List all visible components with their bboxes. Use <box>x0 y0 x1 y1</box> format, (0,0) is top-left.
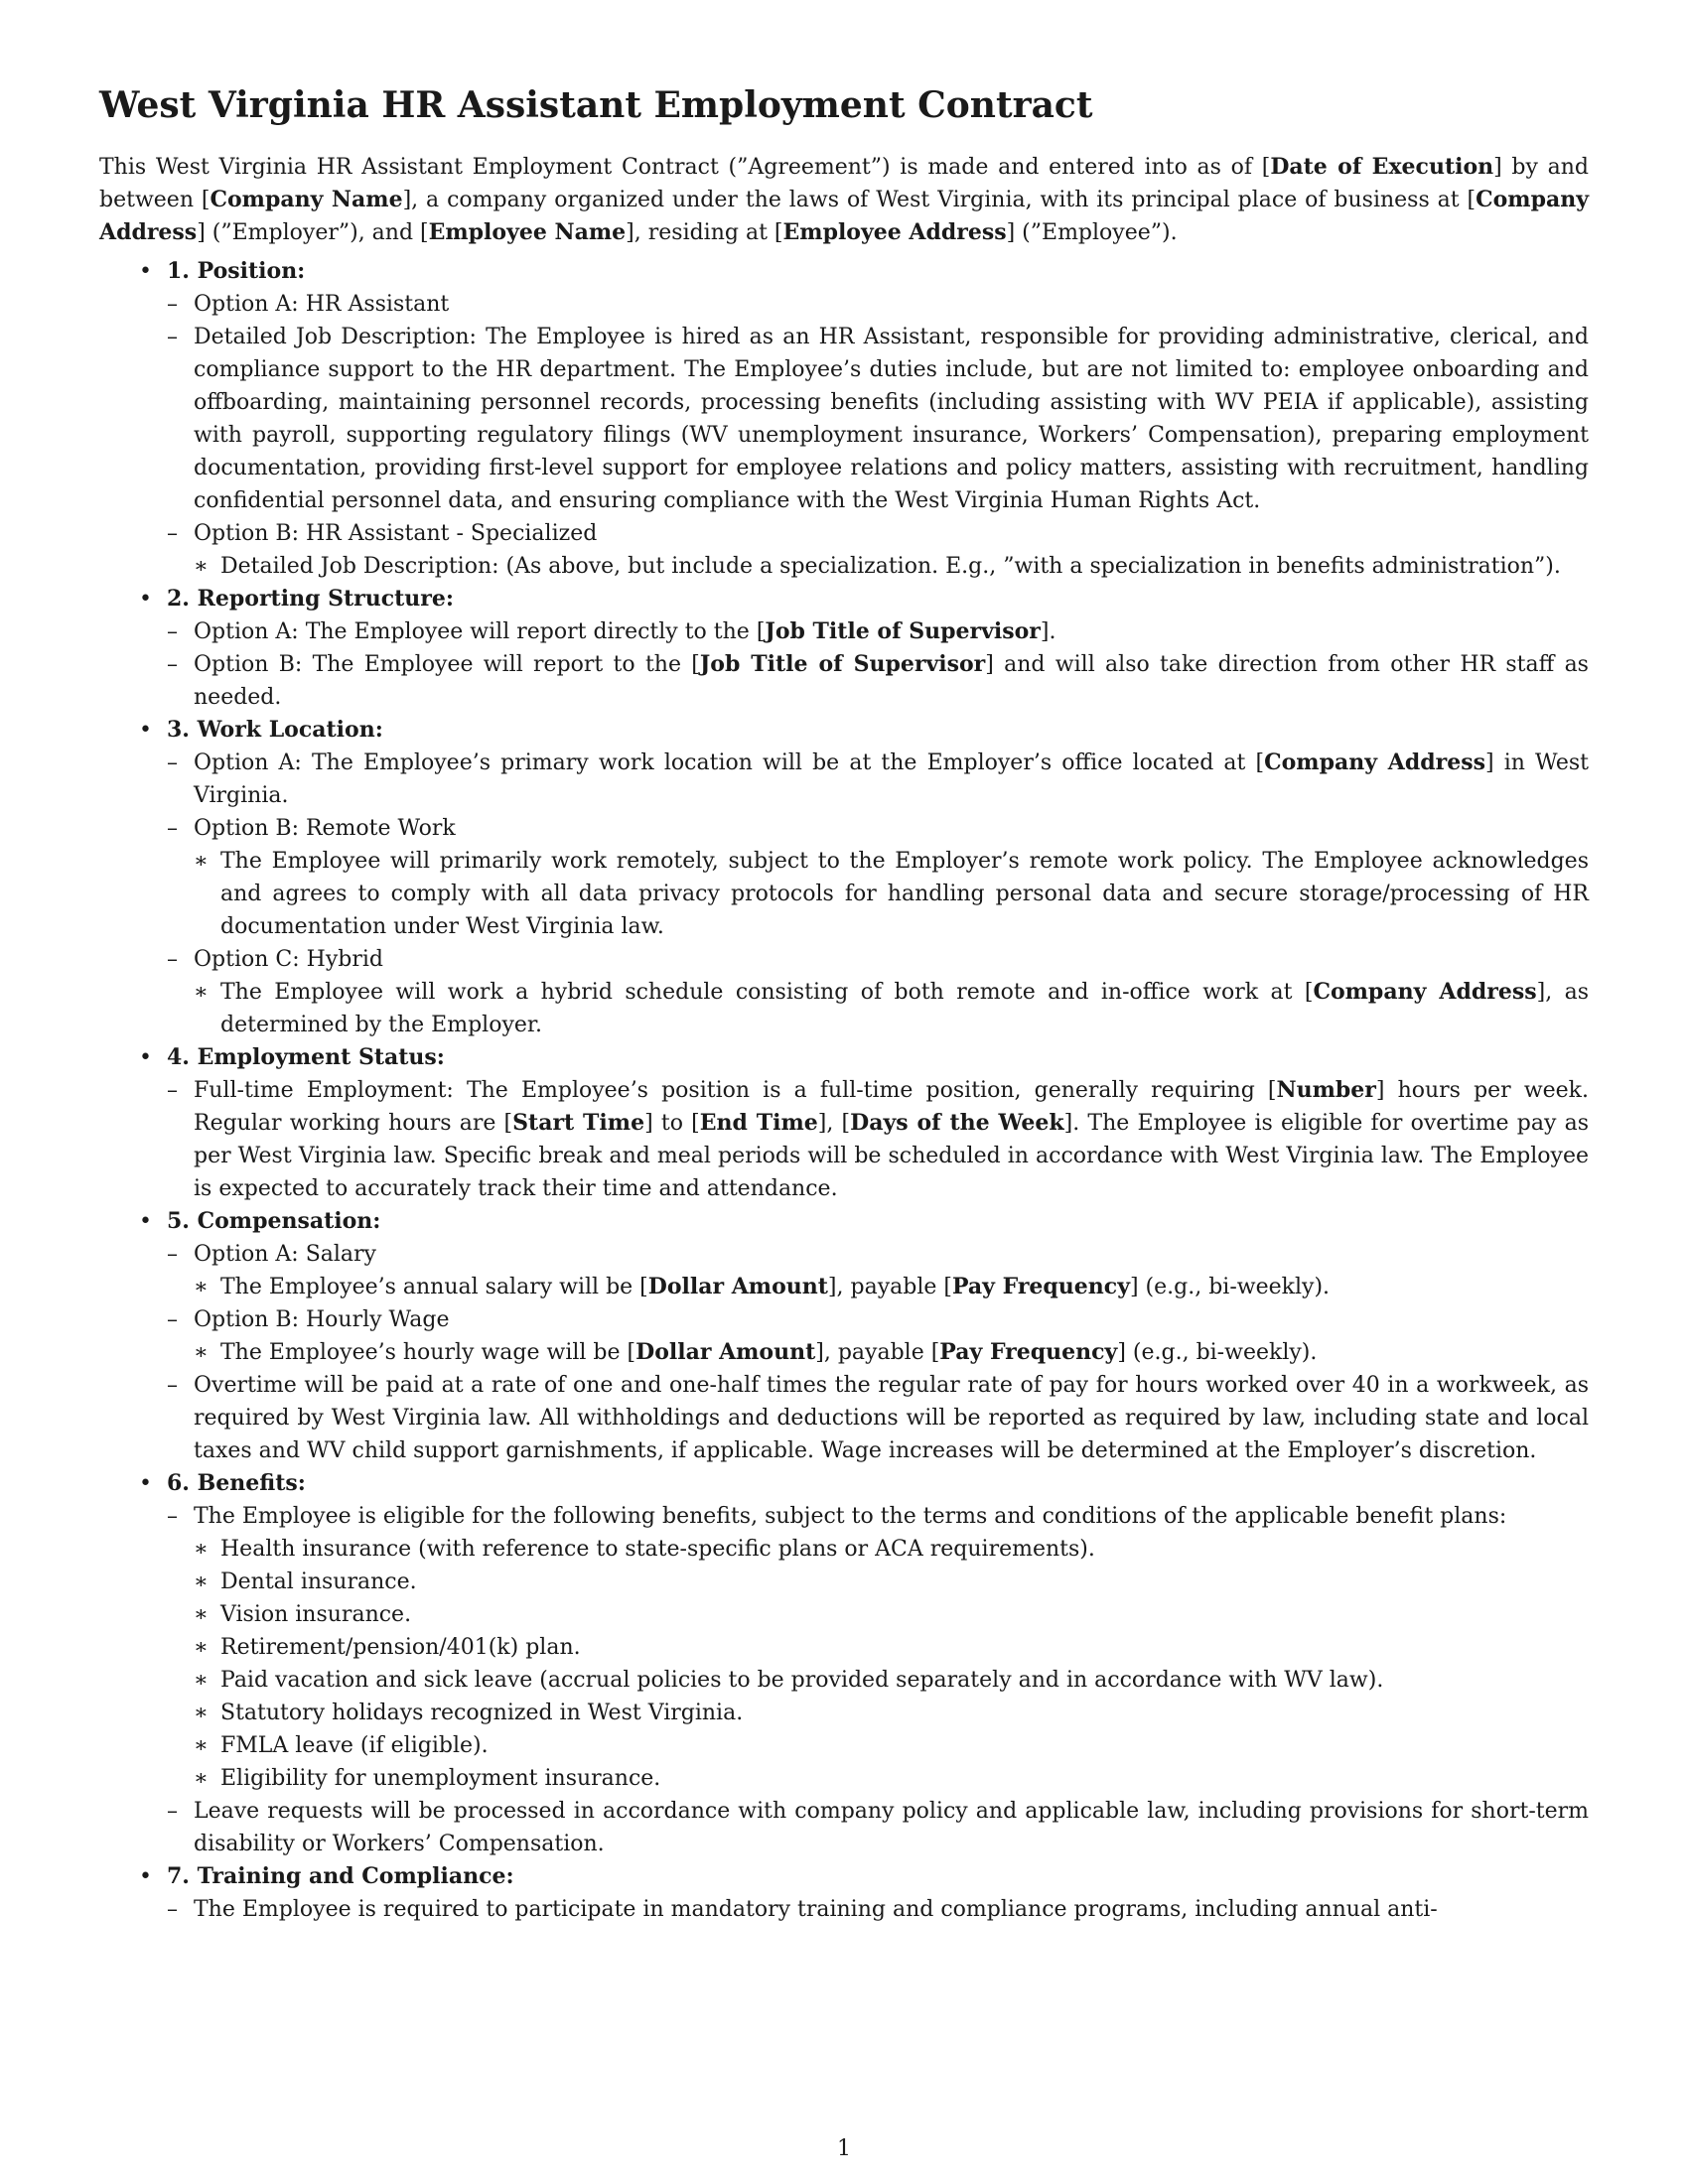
sub-list-item: ∗ The Employee will work a hybrid schedule consisting of both remote and in-office work at [Company Address], as determined by the Employer. <box>194 979 1589 1037</box>
section-title: 3. Work Location: <box>167 717 383 743</box>
intro-paragraph: This West Virginia HR Assistant Employment Contract (”Agreement”) is made and entered into as of [Date of Execution] by and between [Company Name], a company organized under the laws of West Virginia, with its principal place of business at [Company Address] (”Employer”), and [Employee Name], residing at [Employee Address] (”Employee”). <box>99 154 1590 245</box>
list-item: – Option B: HR Assistant - Specialized ∗ Detailed Job Description: (As above, but include a specialization. E.g., ”with a specialization in benefits administration”). <box>167 517 1589 583</box>
section-compensation <box>99 1205 1589 1467</box>
bullet-icon: • <box>139 1864 152 1889</box>
list-item: – Full-time Employment: The Employee’s position is a full-time position, generally requiring [Number] hours per week. Regular working hours are [Start Time] to [End Time], [Days of the Week]. The Employee is eligible for overtime pay as per West Virginia law. Specific break and meal periods will be scheduled in accordance with West Virginia law. The Employee is expected to accurately track their time and attendance. <box>167 1077 1590 1201</box>
benefit-item: ∗ FMLA leave (if eligible). <box>194 1733 489 1758</box>
benefit-item: ∗ Retirement/pension/401(k) plan. <box>194 1635 581 1660</box>
benefit-item: ∗ Health insurance (with reference to state-specific plans or ACA requirements). <box>194 1537 1095 1562</box>
section-reporting-structure <box>99 583 1589 714</box>
section-title: 1. Position: <box>167 258 306 284</box>
section-title: 7. Training and Compliance: <box>167 1863 514 1889</box>
section-title: 4. Employment Status: <box>167 1044 445 1070</box>
document-page <box>99 81 1589 1926</box>
section-title: 6. Benefits: <box>167 1470 306 1496</box>
list-item: – The Employee is eligible for the following benefits, subject to the terms and conditions of the applicable benefit plans: ∗ Health insurance (with reference to state-specific plans or ACA requirements). ∗ Dental insurance. ∗ Vision insurance. ∗ Retirement/pension/401(k) plan. ∗ Paid vacation and sick leave (accrual policies to be provided separately and in accordance with WV law). ∗ Statutory holidays recognized in West Virginia. ∗ FMLA leave (if eligible). ∗ Eligibility for unemployment insurance. <box>167 1500 1589 1795</box>
list-item: – Option A: Salary ∗ The Employee’s annual salary will be [Dollar Amount], payable [Pay Frequency] (e.g., bi-weekly). <box>167 1238 1589 1303</box>
section-training-compliance <box>99 1860 1589 1926</box>
list-item: – Overtime will be paid at a rate of one and one-half times the regular rate of pay for hours worked over 40 in a workweek, as required by West Virginia law. All withholdings and deductions will be reported as required by law, including state and local taxes and WV child support garnishments, if applicable. Wage increases will be determined at the Employer’s discretion. <box>167 1373 1589 1463</box>
sub-list-item: ∗ The Employee’s annual salary will be [Dollar Amount], payable [Pay Frequency] (e.g., bi-weekly). <box>194 1274 1331 1299</box>
sub-list-item: ∗ Detailed Job Description: (As above, but include a specialization. E.g., ”with a specialization in benefits administration”). <box>194 554 1561 579</box>
document-title: West Virginia HR Assistant Employment Contract <box>99 84 1093 126</box>
list-item: – The Employee is required to participate in mandatory training and compliance programs, including annual anti- <box>167 1897 1438 1922</box>
list-item: – Option B: Hourly Wage ∗ The Employee’s hourly wage will be [Dollar Amount], payable [Pay Frequency] (e.g., bi-weekly). <box>167 1303 1589 1369</box>
bullet-icon: • <box>139 718 152 743</box>
list-item: – Leave requests will be processed in accordance with company policy and applicable law, including provisions for short-term disability or Workers’ Compensation. <box>167 1799 1589 1856</box>
bullet-icon: • <box>139 1045 152 1070</box>
section-title: 5. Compensation: <box>167 1208 381 1234</box>
section-employment-status <box>99 1041 1589 1205</box>
benefit-item: ∗ Statutory holidays recognized in West Virginia. <box>194 1701 744 1725</box>
bullet-icon: • <box>139 1471 152 1496</box>
list-item: – Option B: The Employee will report to the [Job Title of Supervisor] and will also take direction from other HR staff as needed. <box>167 651 1589 710</box>
benefit-item: ∗ Dental insurance. <box>194 1570 417 1594</box>
list-item: – Option A: The Employee will report directly to the [Job Title of Supervisor]. <box>167 618 1056 644</box>
sub-list-item: ∗ The Employee will primarily work remotely, subject to the Employer’s remote work policy. The Employee acknowledges and agrees to comply with all data privacy protocols for handling personal data and secure storage/processing of HR documentation under West Virginia law. <box>194 849 1589 939</box>
bullet-icon: • <box>139 1209 152 1234</box>
list-item: – Option B: Remote Work ∗ The Employee will primarily work remotely, subject to the Employer’s remote work policy. The Employee acknowledges and agrees to comply with all data privacy protocols for handling personal data and secure storage/processing of HR documentation under West Virginia law. <box>167 812 1589 943</box>
section-benefits <box>99 1467 1589 1860</box>
section-title: 2. Reporting Structure: <box>167 586 455 612</box>
page-number: 1 <box>837 2136 851 2161</box>
benefit-item: ∗ Paid vacation and sick leave (accrual policies to be provided separately and in accordance with WV law). <box>194 1668 1384 1693</box>
benefit-item: ∗ Vision insurance. <box>194 1602 412 1627</box>
section-position <box>99 255 1589 583</box>
section-work-location <box>99 714 1589 1041</box>
bullet-icon: • <box>139 587 152 612</box>
list-item: – Option A: HR Assistant <box>167 292 450 317</box>
sub-list-item: ∗ The Employee’s hourly wage will be [Dollar Amount], payable [Pay Frequency] (e.g., bi-weekly). <box>194 1339 1318 1365</box>
list-item: – Option A: The Employee’s primary work location will be at the Employer’s office located at [Company Address] in West Virginia. <box>167 750 1590 808</box>
list-item: – Option C: Hybrid ∗ The Employee will work a hybrid schedule consisting of both remote and in-office work at [Company Address], as determined by the Employer. <box>167 943 1589 1041</box>
list-item: – Detailed Job Description: The Employee is hired as an HR Assistant, responsible for providing administrative, clerical, and compliance support to the HR department. The Employee’s duties include, but are not limited to: employee onboarding and offboarding, maintaining personnel records, processing benefits (including assisting with WV PEIA if applicable), assisting with payroll, supporting regulatory filings (WV unemployment insurance, Workers’ Compensation), preparing employment documentation, providing first-level support for employee relations and policy matters, assisting with recruitment, handling confidential personnel data, and ensuring compliance with the West Virginia Human Rights Act. <box>167 325 1589 513</box>
benefit-item: ∗ Eligibility for unemployment insurance. <box>194 1766 661 1791</box>
bullet-icon: • <box>139 259 152 284</box>
